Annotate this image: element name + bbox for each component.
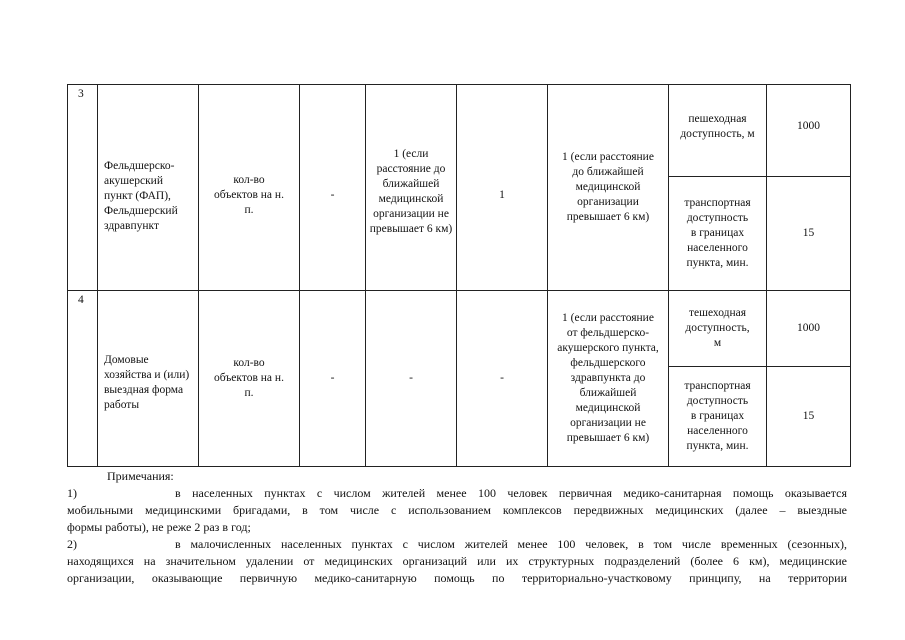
note-2-line: 2) в малочисленных населенных пунктах с числом жителей менее 100 человек, в том числе временных (сезонных), bbox=[67, 537, 847, 551]
note-1-line: 1) в населенных пунктах с числом жителей менее 100 человек первичная медико-санитарная помощь оказывается bbox=[67, 486, 847, 500]
note-2-marker: 2) bbox=[67, 537, 77, 551]
criterion-value: 1000 bbox=[767, 291, 851, 367]
criterion-cell: транспортная доступность в границах населенного пункта, мин. bbox=[669, 367, 767, 467]
condition-cell: 1 (если расстояние до ближайшей медицинской организации не превышает 6 км) bbox=[366, 85, 457, 291]
table-row bbox=[68, 291, 851, 367]
criterion-cell: тешеходная доступность, м bbox=[669, 291, 767, 367]
facility-name: Домовые хозяйства и (или) выездная форма работы bbox=[98, 291, 199, 467]
notes-section bbox=[67, 468, 847, 587]
row-number: 3 bbox=[68, 85, 98, 291]
unit-cell: кол-во объектов на н. п. bbox=[199, 85, 300, 291]
criterion-value: 1000 bbox=[767, 85, 851, 177]
facility-name: Фельдшерско-акушерский пункт (ФАП), Фельдшерский здравпункт bbox=[98, 85, 199, 291]
condition-cell: 1 (если расстояние от фельдшерско-акушерского пункта, фельдшерского здравпункта до ближайшей медицинской организации не превышает 6 км) bbox=[548, 291, 669, 467]
criterion-cell: пешеходная доступность, м bbox=[669, 85, 767, 177]
criterion-value: 15 bbox=[767, 177, 851, 291]
value-cell: 1 bbox=[457, 85, 548, 291]
note-2-line: находящихся на значительном удалении от медицинских организаций или их структурных подразделений (более 6 км), медицинские bbox=[67, 554, 847, 568]
value-cell: - bbox=[366, 291, 457, 467]
value-cell: - bbox=[457, 291, 548, 467]
note-2-line: организации, оказывающие первичную медико-санитарную помощь по территориально-участковому принципу, на территории bbox=[67, 571, 847, 585]
table-row bbox=[68, 85, 851, 177]
value-cell: - bbox=[300, 85, 366, 291]
row-number: 4 bbox=[68, 291, 98, 467]
note-1-line: мобильными медицинскими бригадами, в том числе с использованием комплексов передвижных медицинских (далее – выездные bbox=[67, 503, 847, 517]
unit-cell: кол-во объектов на н. п. bbox=[199, 291, 300, 467]
note-1-line: формы работы), не реже 2 раз в год; bbox=[67, 520, 251, 534]
condition-cell: 1 (если расстояние до ближайшей медицинской организации превышает 6 км) bbox=[548, 85, 669, 291]
facilities-table bbox=[67, 84, 851, 467]
notes-heading: Примечания: bbox=[107, 469, 174, 483]
criterion-cell: транспортная доступность в границах населенного пункта, мин. bbox=[669, 177, 767, 291]
value-cell: - bbox=[300, 291, 366, 467]
criterion-value: 15 bbox=[767, 367, 851, 467]
note-1-marker: 1) bbox=[67, 486, 77, 500]
